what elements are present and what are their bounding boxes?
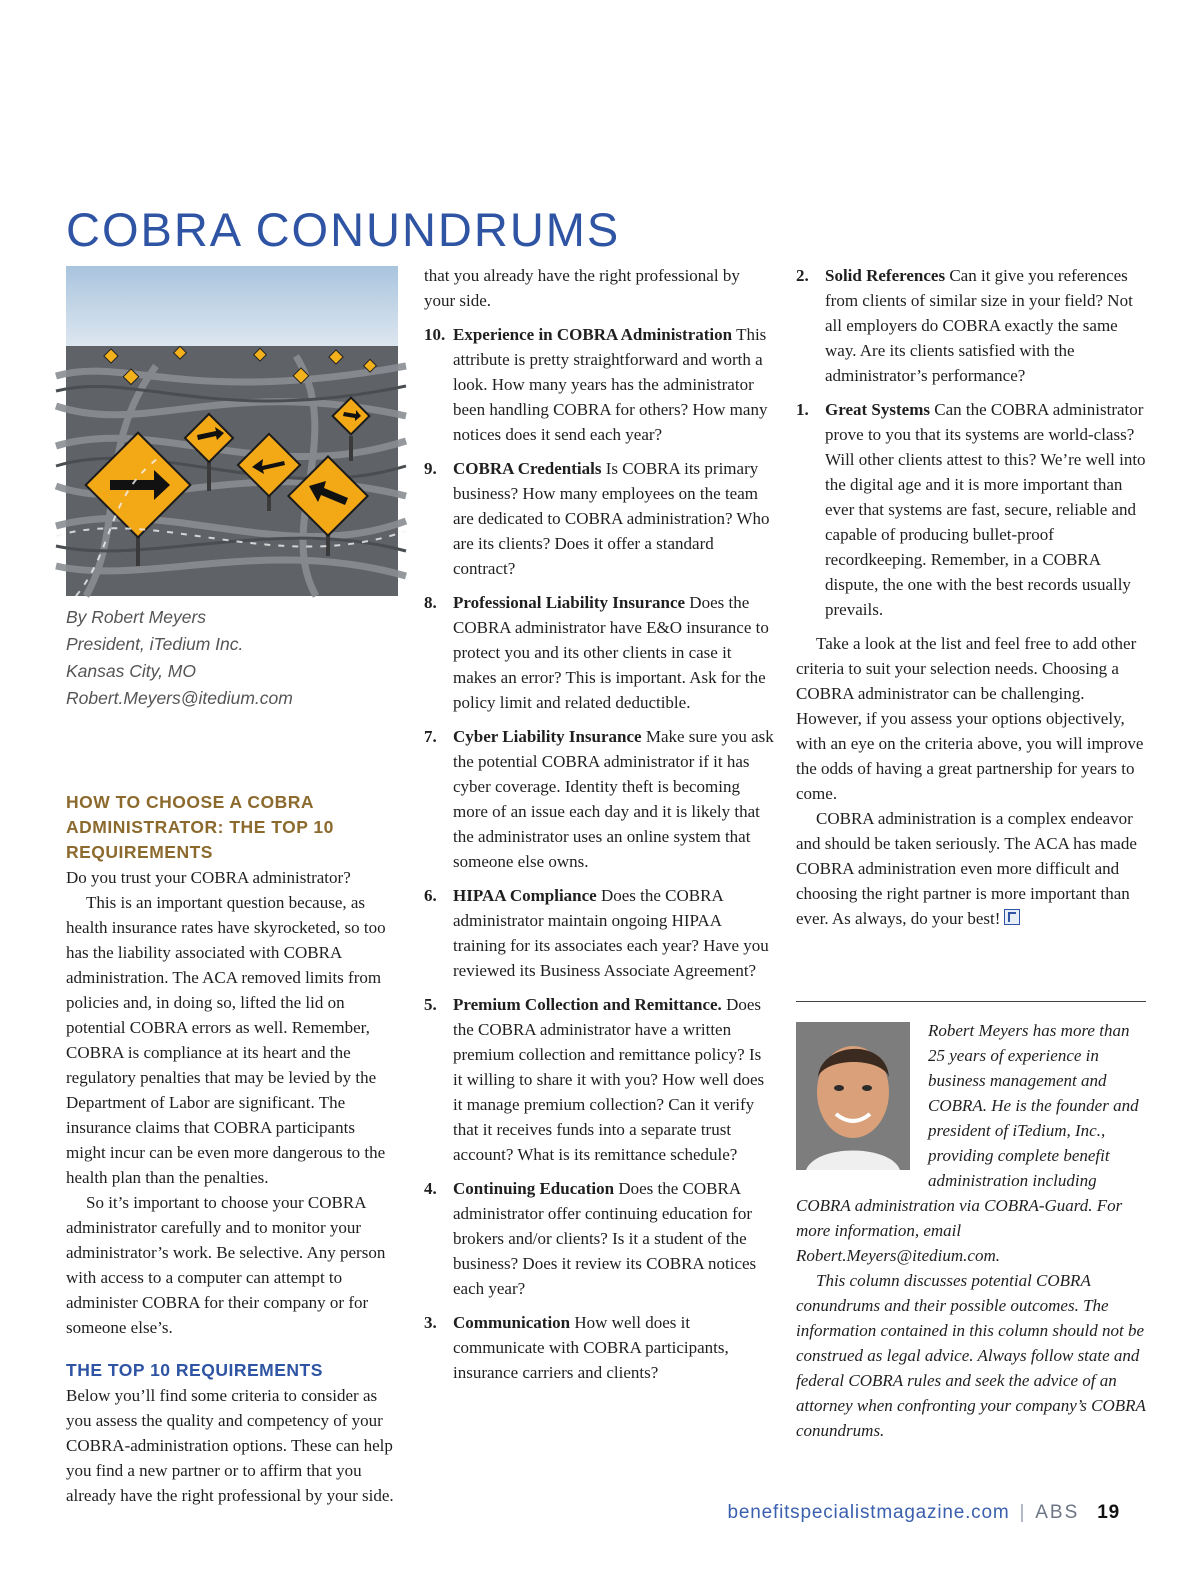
requirement-item [424,1176,774,1301]
column-left [66,266,398,1505]
author-email: Robert.Meyers@itedium.com [66,688,293,708]
requirement-number: 9. [424,459,437,478]
requirements-list [424,322,774,1385]
author-photo [796,1022,910,1170]
bio-paragraph: Robert Meyers has more than 25 years of experience in business management and COBRA. He is the founder and president of iTedium, Inc., providing complete benefit administration including COBRA administration via COBRA-Guard. For more information, email Robert.Meyers@itedium.com. [796,1021,1139,1265]
requirement-item [796,397,1146,622]
hero-image [66,266,398,596]
author-location: Kansas City, MO [66,661,196,681]
requirement-text: Can it give you references from clients of similar size in your field? Not all employers do COBRA exactly the same way. Are its clients satisfied with the administrator’s performance? [825,266,1133,385]
requirements-list [796,263,1146,622]
requirement-label: Communication [453,1313,571,1332]
author-role: President, iTedium Inc. [66,634,244,654]
requirement-text: Can the COBRA administrator prove to you that its systems are world-class? Will other clients attest to this? We’re well into the digital age and it is more important than ever that systems are fast, secure, reliable and capable of producing bullet-proof recordkeeping. Remember, in a COBRA dispute, the one with the best records usually prevails. [825,400,1146,619]
road-signs-illustration [66,266,398,596]
section-heading-how-to-choose: HOW TO CHOOSE A COBRA ADMINISTRATOR: THE TOP 10 REQUIREMENTS [66,792,334,862]
requirement-number: 1. [796,400,809,419]
requirement-text: Does the COBRA administrator offer continuing education for brokers and/or clients? Is it a student of the business? Does it review its COBRA notices each year? [453,1179,757,1298]
paragraph-intro-continued: that you already have the right professional by your side. [424,266,740,310]
requirement-label: Continuing Education [453,1179,615,1198]
requirement-number: 10. [424,325,446,344]
requirement-item [424,883,774,983]
paragraph: So it’s important to choose your COBRA administrator carefully and to monitor your administrator’s work. Be selective. Any person with access to a computer can attempt to administer COBRA for their company or for someone else’s. [66,1193,386,1337]
requirement-text: How well does it communicate with COBRA participants, insurance carriers and clients? [453,1313,729,1382]
requirement-number: 3. [424,1313,437,1332]
paragraph: This is an important question because, as health insurance rates have skyrocketed, so too has the liability associated with COBRA administration. The ACA removed limits from policies and, in doing so, lifted the lid on potential COBRA errors as well. Remember, COBRA is compliance at its heart and the regulatory penalties that may be levied by the Department of Labor are significant. The insurance claims that COBRA participants might incur can be even more dangerous to the health plan than the penalties. [66,893,386,1187]
author-byline [66,604,398,712]
requirement-label: Professional Liability Insurance [453,593,686,612]
requirement-label: HIPAA Compliance [453,886,597,905]
requirement-label: Great Systems [825,400,930,419]
footer-separator: | [1019,1502,1026,1523]
footer-website: benefitspecialistmagazine.com [727,1502,1010,1523]
requirement-item [424,590,774,715]
requirement-text: This attribute is pretty straightforward and worth a look. How many years has the administrator been handling COBRA for others? How many notices does it send each year? [453,325,768,444]
requirement-label: Experience in COBRA Administration [453,325,733,344]
author-bio [796,1018,1146,1443]
requirement-text: Does the COBRA administrator have a written premium collection and remittance policy? Is it willing to share it with you? How well does it manage premium collection? Can it verify that it receives funds into a separate trust account? What is its remittance schedule? [453,995,765,1164]
requirement-label: Solid References [825,266,946,285]
requirement-item [424,1310,774,1385]
requirement-number: 2. [796,266,809,285]
divider [796,1001,1146,1002]
requirement-item [424,992,774,1167]
end-of-article-icon [1004,909,1020,925]
requirement-text: Does the COBRA administrator have E&O insurance to protect you and its other clients in case it makes an error? This is important. Ask for the policy limit and related deductible. [453,593,769,712]
closing-paragraph: COBRA administration is a complex endeavor and should be taken seriously. The ACA has made COBRA administration even more difficult and choosing the right partner is more important than ever. As always, do your best! [796,809,1137,928]
requirement-number: 4. [424,1179,437,1198]
bio-disclaimer: This column discusses potential COBRA conundrums and their possible outcomes. The information contained in this column should not be construed as legal advice. Always follow state and federal COBRA rules and seek the advice of an attorney when confronting your company’s COBRA conundrums. [796,1271,1146,1440]
author-portrait [796,1022,910,1170]
article-title: COBRA CONUNDRUMS [66,203,621,256]
footer-publication: ABS [1035,1502,1080,1523]
page-footer [728,1502,1120,1524]
requirement-label: COBRA Credentials [453,459,602,478]
requirement-text: Does the COBRA administrator maintain ongoing HIPAA training for its associates each year? Have you reviewed its Business Associate Agreement? [453,886,769,980]
requirement-label: Premium Collection and Remittance. [453,995,722,1014]
column-middle [424,263,774,1394]
requirement-text: Make sure you ask the potential COBRA administrator if it has cyber coverage. Identity theft is becoming more of an issue each day and it is likely that the administrator uses an online system that someone else owns. [453,727,774,871]
author-name: By Robert Meyers [66,607,207,627]
requirement-item [424,724,774,874]
section-heading-top-10: THE TOP 10 REQUIREMENTS [66,1360,323,1380]
requirement-item [424,456,774,581]
column-right [796,263,1146,1443]
requirement-text: Is COBRA its primary business? How many employees on the team are dedicated to COBRA administration? Who are its clients? Does it offer a standard contract? [453,459,770,578]
requirement-item [796,263,1146,388]
requirement-number: 7. [424,727,437,746]
paragraph-intro: Below you’ll find some criteria to consider as you assess the quality and competency of your COBRA-administration options. These can help you find a new partner or to affirm that you already have the right professional by your side. [66,1386,394,1505]
requirement-label: Cyber Liability Insurance [453,727,642,746]
requirement-number: 5. [424,995,437,1014]
requirement-item [424,322,774,447]
closing-paragraph: Take a look at the list and feel free to add other criteria to suit your selection needs. Choosing a COBRA administrator can be challenging. However, if you assess your options objectively, with an eye on the criteria above, you will improve the odds of having a great partnership for years to come. [796,634,1144,803]
requirement-number: 6. [424,886,437,905]
page-number: 19 [1097,1502,1120,1523]
paragraph: Do you trust your COBRA administrator? [66,868,351,887]
requirement-number: 8. [424,593,437,612]
